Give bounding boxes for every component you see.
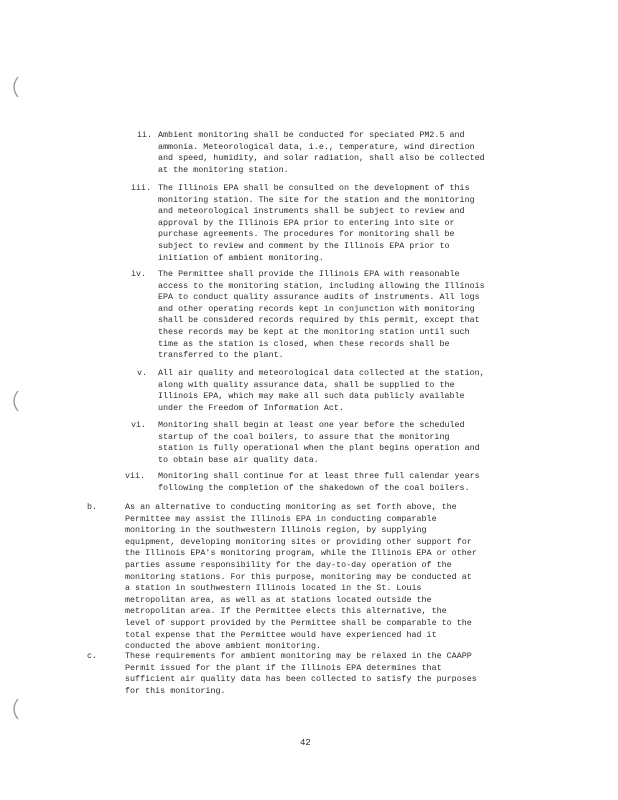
text-line: startup of the coal boilers, to assure that the monitoring xyxy=(158,431,450,442)
text-line: As an alternative to conducting monitoring as set forth above, the xyxy=(125,502,457,512)
item-label: vi. xyxy=(131,420,147,430)
text-line: station is fully operational when the plant begins operation and xyxy=(158,443,480,454)
item-label: iii. xyxy=(131,183,152,193)
text-line: monitoring in the southwestern Illinois region, by supplying xyxy=(125,525,427,536)
text-line: parties assume responsibility for the day-to-day operation of the xyxy=(125,559,452,570)
text-line: All air quality and meteorological data collected at the station, xyxy=(158,368,485,378)
text-line: to obtain base air quality data. xyxy=(158,454,319,465)
text-line: Permittee may assist the Illinois EPA in conducting comparable xyxy=(125,513,437,524)
paragraph-item-iv xyxy=(158,269,485,362)
page-number: 42 xyxy=(300,738,311,748)
item-label: v. xyxy=(137,368,148,378)
text-line: These requirements for ambient monitoring may be relaxed in the CAAPP xyxy=(125,651,472,661)
item-label: iv. xyxy=(131,269,147,279)
text-line: monitoring stations. For this purpose, monitoring may be conducted at xyxy=(125,571,472,582)
item-label: c. xyxy=(87,651,98,661)
punch-hole-mark xyxy=(8,698,20,720)
text-line: time as the station is closed, when these records shall be xyxy=(158,338,450,349)
text-line: along with quality assurance data, shall be supplied to the xyxy=(158,379,455,390)
punch-hole-mark xyxy=(8,390,20,412)
text-line: a station in southwestern Illinois located in the St. Louis xyxy=(125,583,422,594)
text-line: initiation of ambient monitoring. xyxy=(158,252,324,263)
item-label: ii. xyxy=(137,130,153,140)
text-line: Monitoring shall continue for at least three full calendar years xyxy=(158,471,480,481)
paragraph-item-iii xyxy=(158,183,475,264)
text-line: ammonia. Meteorological data, i.e., temperature, wind direction xyxy=(158,141,475,152)
text-line: conducted the above ambient monitoring. xyxy=(125,641,322,652)
item-label: vii. xyxy=(125,471,146,481)
text-line: Ambient monitoring shall be conducted for speciated PM2.5 and xyxy=(158,130,465,140)
text-line: Permit issued for the plant if the Illinois EPA determines that xyxy=(125,662,442,673)
text-line: approval by the Illinois EPA prior to entering into site or xyxy=(158,217,455,228)
paragraph-item-ii xyxy=(158,130,485,176)
text-line: following the completion of the shakedown of the coal boilers. xyxy=(158,482,470,493)
text-line: The Permittee shall provide the Illinois EPA with reasonable xyxy=(158,269,460,279)
text-line: Illinois EPA, which may make all such data publicly available xyxy=(158,391,465,402)
text-line: access to the monitoring station, including allowing the Illinois xyxy=(158,280,485,291)
text-line: The Illinois EPA shall be consulted on the development of this xyxy=(158,183,470,193)
text-line: Monitoring shall begin at least one year before the scheduled xyxy=(158,420,465,430)
text-line: and other operating records kept in conjunction with monitoring xyxy=(158,303,475,314)
paragraph-item-c xyxy=(125,651,477,697)
text-line: sufficient air quality data has been collected to satisfy the purposes xyxy=(125,674,477,685)
punch-hole-mark xyxy=(8,76,20,98)
text-line: and meteorological instruments shall be subject to review and xyxy=(158,206,465,217)
text-line: purchase agreements. The procedures for monitoring shall be xyxy=(158,229,455,240)
text-line: for this monitoring. xyxy=(125,685,226,696)
paragraph-item-v xyxy=(158,368,485,414)
text-line: under the Freedom of Information Act. xyxy=(158,402,344,413)
text-line: the Illinois EPA's monitoring program, while the Illinois EPA or other xyxy=(125,548,477,559)
paragraph-item-vii xyxy=(158,471,480,494)
text-line: at the monitoring station. xyxy=(158,164,289,175)
text-line: EPA to conduct quality assurance audits of instruments. All logs xyxy=(158,292,480,303)
paragraph-item-b xyxy=(125,502,477,653)
text-line: level of support provided by the Permittee shall be comparable to the xyxy=(125,617,472,628)
text-line: monitoring station. The site for the station and the monitoring xyxy=(158,194,475,205)
text-line: metropolitan area. If the Permittee elects this alternative, the xyxy=(125,606,447,617)
paragraph-item-vi xyxy=(158,420,480,466)
text-line: equipment, developing monitoring sites or providing other support for xyxy=(125,536,472,547)
text-line: transferred to the plant. xyxy=(158,350,284,361)
text-line: metropolitan area, as well as at stations located outside the xyxy=(125,594,432,605)
text-line: and speed, humidity, and solar radiation, shall also be collected xyxy=(158,153,485,164)
text-line: these records may be kept at the monitoring station until such xyxy=(158,326,470,337)
text-line: shall be considered records required by this permit, except that xyxy=(158,315,480,326)
text-line: total expense that the Permittee would have experienced had it xyxy=(125,629,437,640)
text-line: subject to review and comment by the Illinois EPA prior to xyxy=(158,240,450,251)
item-label: b. xyxy=(87,502,98,512)
